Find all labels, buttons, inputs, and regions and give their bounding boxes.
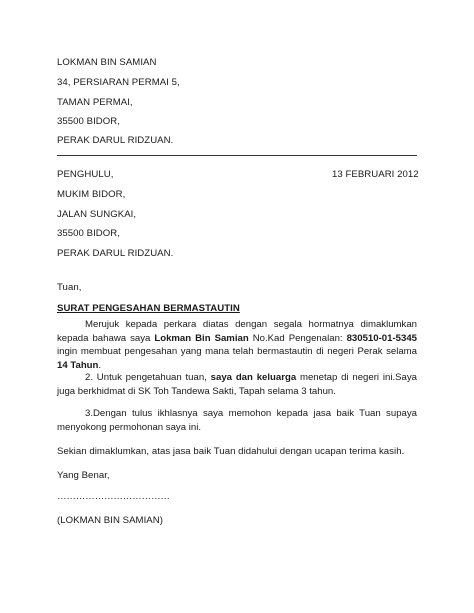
signatory-name: (LOKMAN BIN SAMIAN)	[57, 515, 163, 526]
recipient-line4: PERAK DARUL RIDZUAN.	[57, 248, 174, 259]
sender-address-line4: PERAK DARUL RIDZUAN.	[57, 135, 174, 146]
paragraph-2-bold: saya dan keluarga	[210, 372, 297, 383]
closing-line: Sekian dimaklumkan, atas jasa baik Tuan didahului dengan ucapan terima kasih.	[57, 446, 405, 457]
paragraph-1-text4: .	[98, 359, 102, 371]
recipient-line3: 35500 BIDOR,	[57, 228, 120, 239]
sender-address-line3: 35500 BIDOR,	[57, 116, 120, 127]
sender-name: LOKMAN BIN SAMIAN	[57, 57, 157, 68]
recipient-line2: JALAN SUNGKAI,	[57, 209, 137, 220]
letter-subject: SURAT PENGESAHAN BERMASTAUTIN	[57, 303, 240, 314]
applicant-name: Lokman Bin Samian	[154, 332, 249, 344]
paragraph-2	[57, 371, 417, 398]
paragraph-2-text1: 2. Untuk pengetahuan tuan,	[85, 372, 211, 383]
letter-date: 13 FEBRUARI 2012	[332, 169, 419, 180]
signature-line: ………………………………	[57, 491, 170, 502]
paragraph-3-text: 3.Dengan tulus ikhlasnya saya memohon kepada jasa baik Tuan supaya menyokong permohonan saya ini.	[57, 408, 417, 433]
sender-address-line2: TAMAN PERMAI,	[57, 97, 133, 108]
paragraph-1-text1: Merujuk kepada perkara diatas dengan segala hormatnya dimaklumkan kepada bahawa saya	[57, 319, 417, 344]
paragraph-1-text2: No.Kad Pengenalan:	[248, 332, 347, 344]
sign-off: Yang Benar,	[57, 470, 110, 481]
residence-years: 14 Tahun	[57, 359, 99, 371]
recipient-line1: MUKIM BIDOR,	[57, 189, 126, 200]
sender-address-line1: 34, PERSIARAN PERMAI 5,	[57, 77, 180, 88]
paragraph-1	[57, 318, 417, 372]
paragraph-1-text3: ingin membuat pengesahan yang mana telah bermastautin di negeri Perak selama	[57, 346, 417, 358]
paragraph-3	[57, 407, 417, 434]
salutation: Tuan,	[57, 282, 82, 293]
header-divider	[57, 155, 417, 156]
recipient-title: PENGHULU,	[57, 169, 114, 180]
ic-number: 830510-01-5345	[346, 332, 417, 344]
paragraph-2-text2: menetap di negeri ini.Saya juga berkhidmat di SK Toh Tandewa Sakti, Tapah selama 3 tahun.	[57, 372, 417, 397]
